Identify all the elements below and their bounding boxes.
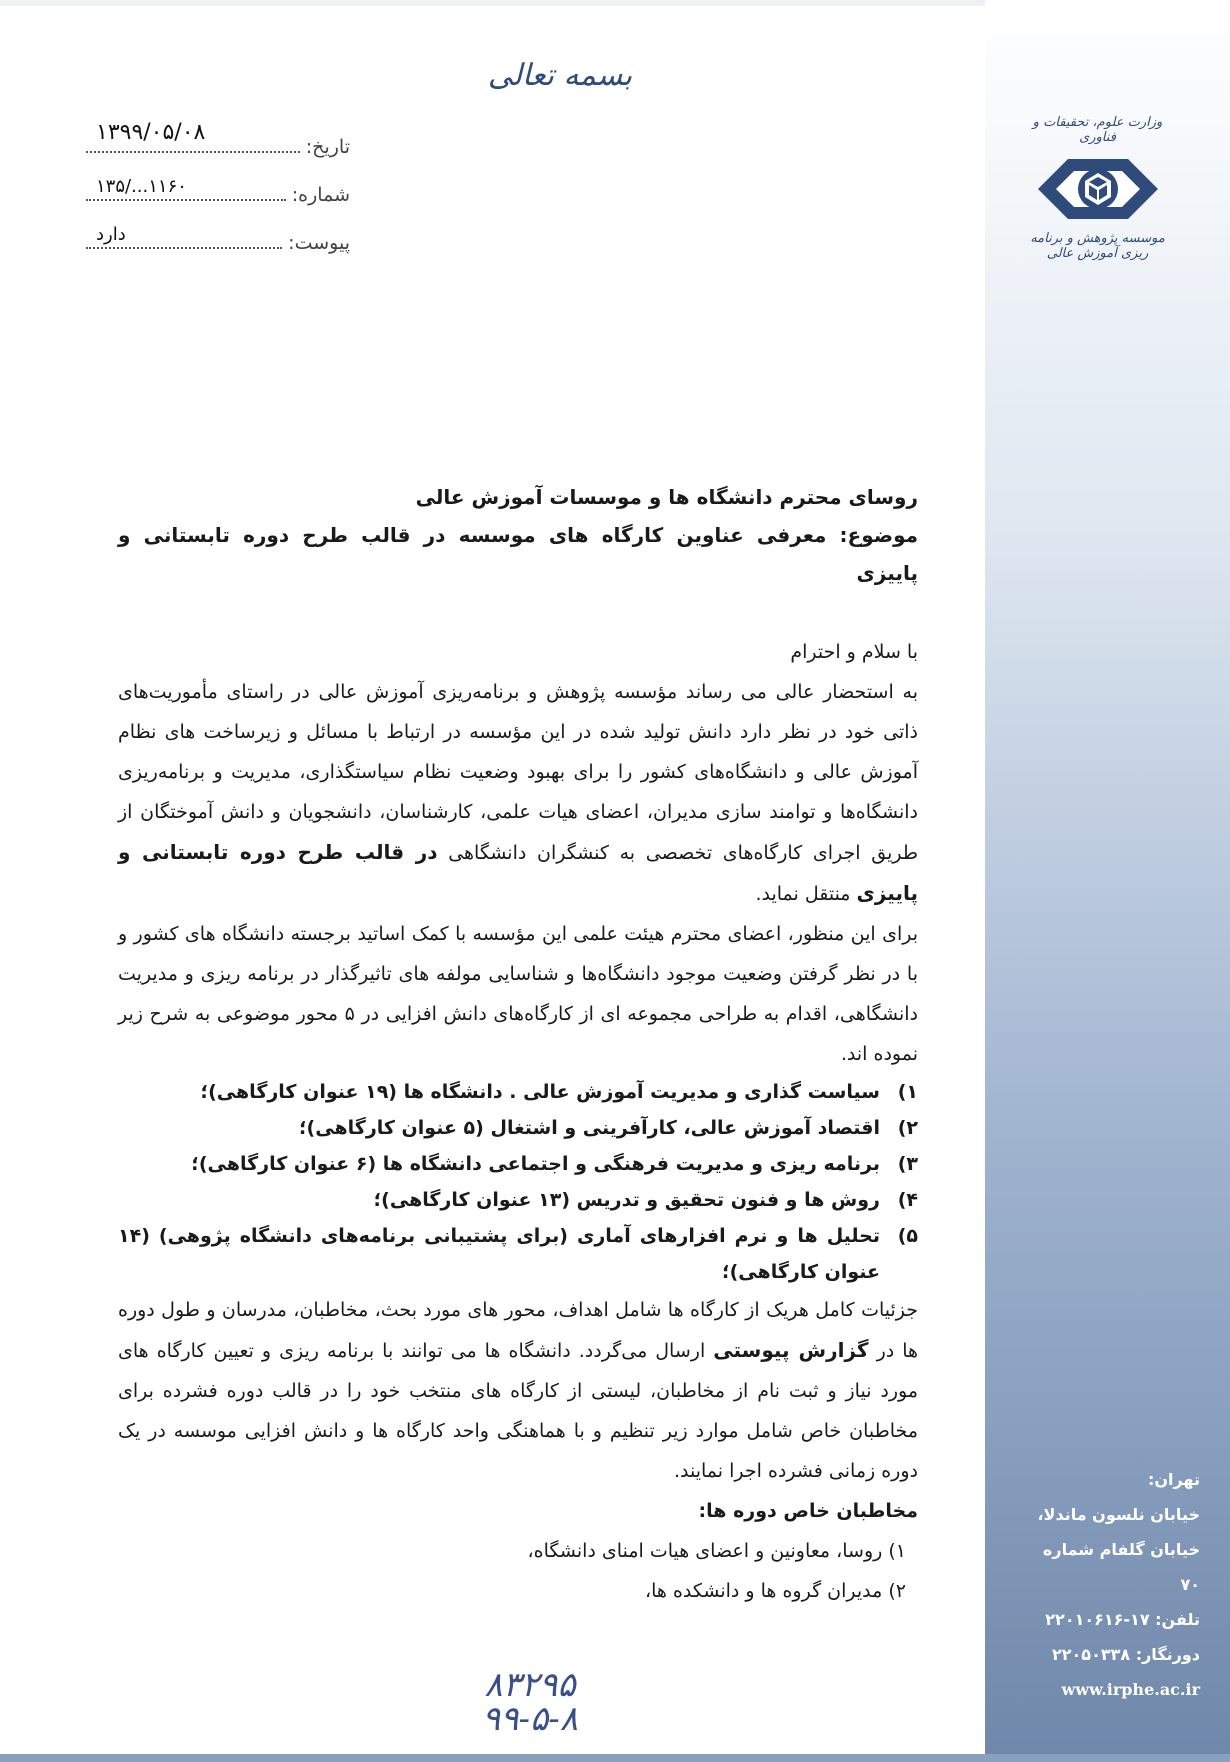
institute-name: موسسه پژوهش و برنامه ریزی آموزش عالی xyxy=(1030,231,1165,261)
handwritten-registration xyxy=(430,1665,630,1739)
paragraph-intro-bold: در قالب طرح دوره تابستانی و پاییزی xyxy=(118,840,918,905)
list-item-number: ۱) xyxy=(897,1081,918,1103)
institute-logo-block xyxy=(1015,115,1180,261)
paragraph-purpose: برای این منظور، اعضای محترم هیئت علمی این مؤسسه با کمک اساتید برجسته دانشگاه های کشور و با در نظر گرفتن وضعیت موجود دانشگاه‌ها و شناسایی مولفه های تاثیرگذار در برنامه ریزی و مدیریت دانشگاهی، اقدام به طراحی مجموعه ای از کارگاه‌های دانش افزایی در ۵ محور موضوعی به شرح زیر نموده اند. xyxy=(118,923,918,1065)
attachment-dots xyxy=(86,224,282,249)
paragraph-details xyxy=(118,1290,918,1491)
list-item-text: اقتصاد آموزش عالی، کارآفرینی و اشتغال (۵ عنوان کارگاهی)؛ xyxy=(298,1117,880,1139)
bismillah-heading: بسمه تعالی xyxy=(487,58,633,93)
paragraph-intro xyxy=(118,672,918,914)
topic-list xyxy=(118,1074,918,1290)
list-item-text: روش ها و فنون تحقیق و تدریس (۱۳ عنوان کارگاهی)؛ xyxy=(373,1189,880,1211)
attachment-row xyxy=(80,224,350,279)
list-item xyxy=(118,1074,918,1110)
date-dots xyxy=(86,120,300,153)
contact-info xyxy=(1020,1462,1200,1707)
list-item-text: سیاست گذاری و مدیریت آموزش عالی . دانشگاه ها (۱۹ عنوان کارگاهی)؛ xyxy=(200,1081,880,1103)
list-item: ۲) مدیران گروه ها و دانشکده ها، xyxy=(644,1580,906,1602)
list-item xyxy=(118,1146,918,1182)
number-label: شماره: xyxy=(291,184,350,206)
list-item-text: برنامه ریزی و مدیریت فرهنگی و اجتماعی دانشگاه ها (۶ عنوان کارگاهی)؛ xyxy=(191,1153,880,1175)
paragraph-details-start: جزئیات کامل هریک از کارگاه ها شامل اهداف، محور های مورد بحث، مخاطبان، مدرسان و طول دوره ها در xyxy=(118,1299,919,1362)
institute-logo-icon xyxy=(1038,151,1158,227)
attachment-label: پیوست: xyxy=(288,232,350,254)
greeting: با سلام و احترام xyxy=(790,641,918,663)
list-item xyxy=(118,1218,918,1290)
bottom-scan-edge xyxy=(0,1754,1230,1762)
ministry-name: وزارت علوم، تحقیقات و فناوری xyxy=(1032,115,1163,145)
attachment-value: دارد xyxy=(96,224,126,245)
addressee: روسای محترم دانشگاه ها و موسسات آموزش عالی xyxy=(415,485,918,509)
paragraph-details-bold: گزارش پیوستی xyxy=(713,1338,869,1362)
list-item: ۱) روسا، معاونین و اعضای هیات امنای دانشگاه، xyxy=(527,1540,906,1562)
list-item xyxy=(118,1182,918,1218)
letter-body xyxy=(118,478,918,1611)
paragraph-details-end: ارسال می‌گردد. دانشگاه ها می توانند با برنامه ریزی و تعیین کارگاه های مورد نیاز و ثبت نام از مخاطبان، لیستی از کارگاه های منتخب خود را در قالب دوره فشرده برای مخاطبان خاص شامل موارد زیر تنظیم و با هماهنگی واحد کارگاه ها و دانش افزایی موسسه در یک دوره زمانی فشرده اجرا نمایند. xyxy=(118,1340,918,1482)
audience-list xyxy=(118,1531,918,1611)
letter-meta xyxy=(80,120,350,279)
handwritten-date: ۹۹-۵-۸ xyxy=(481,1699,579,1739)
handwritten-number: ۸۳۲۹۵ xyxy=(484,1665,576,1705)
date-label: تاریخ: xyxy=(305,136,350,158)
list-item xyxy=(118,1110,918,1146)
paragraph-intro-end: منتقل نماید. xyxy=(755,883,851,905)
list-item-number: ۲) xyxy=(897,1117,918,1139)
contact-website: www.irphe.ac.ir xyxy=(1061,1680,1200,1699)
contact-street-2: خیابان گلفام شماره ۷۰ xyxy=(1042,1540,1200,1594)
audience-title: مخاطبان خاص دوره ها: xyxy=(698,1500,918,1522)
paragraph-intro-start: به استحضار عالی می رساند مؤسسه پژوهش و برنامه‌ریزی آموزش عالی در راستای مأموریت‌های ذاتی خود در نظر دارد دانش تولید شده در این مؤسسه در ارتباط با مسائل و زیرساخت های نظام آموزش عالی و دانشگاه‌های کشور را برای بهبود وضعیت نظام سیاستگذاری، مدیریت و برنامه‌ریزی دانشگاه‌ها و توامند سازی مدیران، اعضای هیات علمی، کارشناسان، دانشجویان و دانش آموختگان از طریق اجرای کارگاه‌های تخصصی به کنشگران دانشگاهی xyxy=(118,681,919,864)
list-item-number: ۴) xyxy=(897,1189,918,1211)
contact-street-1: خیابان نلسون ماندلا، xyxy=(1037,1505,1200,1524)
date-value: ۱۳۹۹/۰۵/۰۸ xyxy=(96,120,206,145)
list-item-text: تحلیل ها و نرم افزارهای آماری (برای پشتیبانی برنامه‌های دانشگاه پژوهی) (۱۴ عنوان کارگاهی)؛ xyxy=(118,1225,880,1283)
number-value: ۱۳۵/...۱۱۶۰ xyxy=(96,176,187,197)
contact-phone: تلفن: ۱۷-۲۲۰۱۰۶۱۶ xyxy=(1045,1610,1200,1629)
subject-line: موضوع: معرفی عناوین کارگاه های موسسه در قالب طرح دوره تابستانی و پاییزی xyxy=(118,523,918,585)
number-dots xyxy=(86,176,286,201)
contact-city: تهران: xyxy=(1147,1470,1200,1489)
list-item-number: ۳) xyxy=(897,1153,918,1175)
contact-fax: دورنگار: ۲۲۰۵۰۳۳۸ xyxy=(1052,1645,1200,1664)
list-item-number: ۵) xyxy=(897,1225,918,1247)
